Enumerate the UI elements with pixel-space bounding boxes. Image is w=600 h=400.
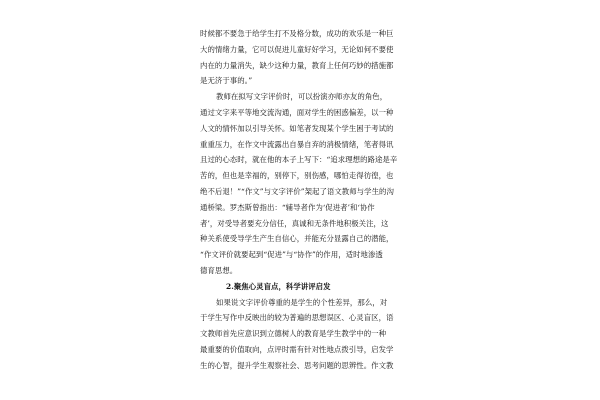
paragraph-line: 是无济于事的。”: [200, 76, 253, 86]
paragraph-line: 生的心智，提升学生观察社会、思考问题的思辨性。作文教: [200, 360, 394, 370]
paragraph-line: 种关系使受导学生产生自信心，并能充分显露自己的潜能，: [200, 234, 394, 244]
paragraph-line: 时候都不要急于给学生打不及格分数，成功的欢乐是一种巨: [200, 29, 394, 38]
paragraph-line: 德育思想。: [200, 265, 238, 275]
paragraph-line: 如果说文字评价尊重的是学生的个性差异，那么，对: [216, 297, 388, 307]
document-body: [200, 26, 410, 374]
paragraph-line: 重重压力，在作文中流露出自暴自弃的消极情绪，笔者得讯: [200, 139, 394, 149]
paragraph-line: “作文评价就要起到“促进”与“协作”的作用，适时地渗透: [200, 250, 383, 260]
paragraph-line: 苦的，但也是幸福的，别停下，别伤感，哪怕走得彷徨，也: [200, 171, 394, 181]
paragraph-line: 教师在拟写文字评价时，可以扮演亦师亦友的角色，: [216, 92, 388, 102]
paragraph-line: 人文的情怀加以引导关怀。如笔者发现某个学生困于考试的: [200, 123, 394, 133]
paragraph-line: 绝不后退！”“作文”与文字评价”架起了语文教师与学生的沟: [200, 186, 394, 196]
section-heading: 2.聚焦心灵盲点，科学讲评启发: [226, 281, 331, 291]
paragraph-line: 最重要的价值取向，点评时需有针对性地点拨引导，启发学: [200, 344, 394, 354]
paragraph-line: 且过的心态时，就在他的本子上写下：“追求理想的路途是辛: [200, 155, 398, 165]
paragraph-line: 于学生写作中反映出的较为普遍的思想误区、心灵盲区，语: [200, 313, 394, 323]
paragraph-line: 者’，对受导者要充分信任，真诚和无条件地积极关注，这: [200, 218, 389, 228]
paragraph-line: 文教师首先应意识到立德树人的教育是学生教学中的一种: [200, 329, 387, 339]
paragraph-line: 大的情绪力量，它可以促进儿童好好学习，无论如何不要使: [200, 44, 394, 54]
paragraph-line: 通桥梁。罗杰斯曾指出：“辅导者作为‘促进者’和‘协作: [200, 202, 375, 212]
paragraph-line: 内在的力量消失，缺少这种力量，教育上任何巧妙的措施都: [200, 60, 394, 70]
paragraph-line: 通过文字来平等地交流沟通，面对学生的困惑偏差，以一种: [200, 107, 394, 117]
